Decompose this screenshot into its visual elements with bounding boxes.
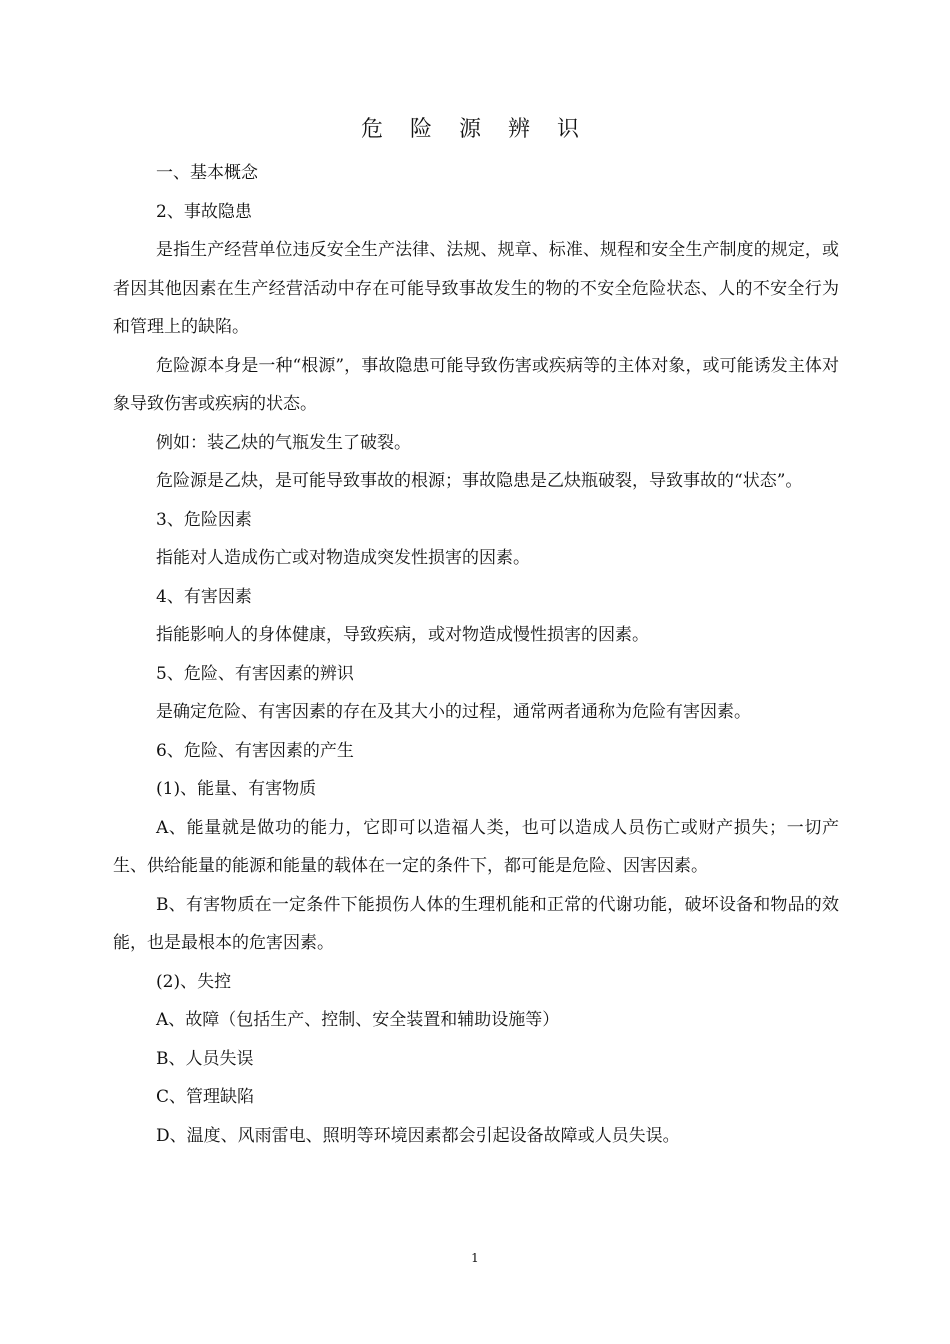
paragraph-danger-factors: 指能对人造成伤亡或对物造成突发性损害的因素。	[156, 548, 530, 568]
page-number: 1	[471, 1251, 479, 1265]
section-heading-basic-concepts: 一、基本概念	[156, 163, 258, 183]
subheading-danger-factors: 3、危险因素	[156, 509, 252, 530]
list-heading-energy: (1)、能量、有害物质	[156, 779, 317, 799]
paragraph-hazard-definition: 是指生产经营单位违反安全生产法律、法规、规章、标准、规程和安全生产制度的规定，或者因其他因素在生产经营活动中存在可能导致事故发生的物的不安全危险状态、人的不安全行为和管理上的缺陷。	[113, 240, 839, 337]
subheading-origin: 6、危险、有害因素的产生	[156, 740, 354, 761]
paragraph-example-explanation: 危险源是乙炔，是可能导致事故的根源；事故隐患是乙炔瓶破裂，导致事故的“状态”。	[156, 471, 803, 491]
list-item-control-c: C、管理缺陷	[156, 1087, 255, 1107]
list-item-energy-b: B、有害物质在一定条件下能损伤人体的生理机能和正常的代谢功能，破坏设备和物品的效能，也是最根本的危害因素。	[113, 894, 839, 953]
paragraph-hazard-source: 危险源本身是一种“根源”，事故隐患可能导致伤害或疾病等的主体对象，或可能诱发主体对象导致伤害或疾病的状态。	[113, 355, 839, 414]
list-item-energy-a: A、能量就是做功的能力，它即可以造福人类，也可以造成人员伤亡或财产损失；一切产生、供给能量的能源和能量的载体在一定的条件下，都可能是危险、因害因素。	[113, 817, 839, 876]
subheading-accident-hazard: 2、事故隐患	[156, 201, 252, 222]
subheading-harmful-factors: 4、有害因素	[156, 586, 252, 607]
list-item-control-b: B、人员失误	[156, 1048, 254, 1069]
paragraph-harmful-factors: 指能影响人的身体健康，导致疾病，或对物造成慢性损害的因素。	[156, 625, 649, 645]
list-item-control-d: D、温度、风雨雷电、照明等环境因素都会引起设备故障或人员失误。	[156, 1125, 680, 1146]
document-body	[113, 154, 839, 1155]
paragraph-identification: 是确定危险、有害因素的存在及其大小的过程，通常两者通称为危险有害因素。	[156, 702, 751, 722]
document-title: 危 险 源 辨 识	[361, 117, 589, 142]
list-item-control-a: A、故障（包括生产、控制、安全装置和辅助设施等）	[156, 1010, 560, 1030]
list-heading-loss-of-control: (2)、失控	[156, 971, 232, 992]
paragraph-example: 例如：装乙炔的气瓶发生了破裂。	[156, 432, 411, 453]
subheading-identification: 5、危险、有害因素的辨识	[156, 663, 354, 684]
